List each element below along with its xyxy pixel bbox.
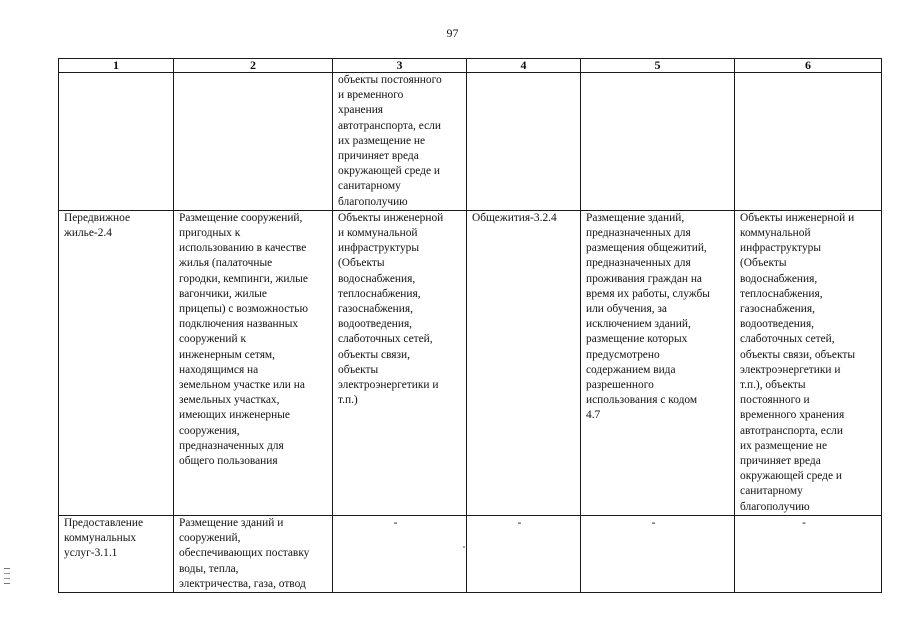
table-row-continuation [59,73,882,211]
table-cell [174,515,333,592]
land-use-table [58,58,882,593]
table-row-utility-services [59,515,882,592]
table-cell [467,210,581,515]
table-cell [333,73,467,211]
scan-speck [463,546,465,548]
table-cell [333,515,467,592]
table-cell [174,210,333,515]
table-cell [581,210,735,515]
conditional-permitted-objects: Объекты инженерной и коммунальной инфраструктуры (Объекты водоснабжения, теплоснабжения, газоснабжения, водоотведения, слаботочных сетей, объекты связи, объекты электроэнергетики и т.п.), объекты постоянного и временного хранения автотранспорта, если их размещение не причиняет вреда окружающей среде и санитарному благополучию [740,211,855,513]
table-cell [174,73,333,211]
column-header-2: 2 [174,59,333,73]
use-type-description: Размещение сооружений, пригодных к использованию в качестве жилья (палаточные городки, кемпинги, жилые вагончики, жилые прицепы) с возможностью подключения названных сооружений к инженерным сетям, находящимся на земельном участке или на земельных участках, имеющих инженерные сооружения, предназначенных для общего пользования [179,211,308,468]
table-header-row [59,59,882,73]
empty-dash: - [393,516,398,529]
use-type-description: Размещение зданий и сооружений, обеспечивающих поставку воды, тепла, электричества, газа, отвод [179,516,310,590]
cell-text: объекты постоянного и временного хранения автотранспорта, если их размещение не причиняет вреда окружающей среде и санитарному благополучию [338,74,442,208]
table-cell [59,515,174,592]
table-cell [581,73,735,211]
column-header-1: 1 [59,59,174,73]
table-cell [735,73,882,211]
table-cell [59,210,174,515]
column-header-4: 4 [467,59,581,73]
table-cell [333,210,467,515]
page-number: 97 [446,26,459,40]
conditional-use-description: Размещение зданий, предназначенных для размещения общежитий, предназначенных для проживания граждан на время их работы, службы или обучения, за исключением зданий, размещение которых предусмотрено содержанием вида разрешенного использования с кодом 4.7 [586,211,710,422]
table-row-mobile-housing [59,210,882,515]
permitted-objects: Объекты инженерной и коммунальной инфраструктуры (Объекты водоснабжения, теплоснабжения, газоснабжения, водоотведения, слаботочных сетей, объекты связи, объекты электроэнергетики и т.п.) [338,211,444,407]
table-cell [581,515,735,592]
table-cell [467,73,581,211]
table-cell [735,515,882,592]
empty-dash: - [517,516,522,529]
column-header-6: 6 [735,59,882,73]
table-cell [735,210,882,515]
use-type-name: Предоставление коммунальных услуг-3.1.1 [64,516,144,560]
scan-edge-marks [4,568,10,584]
table-cell [59,73,174,211]
use-type-name: Передвижное жилье-2.4 [64,211,131,240]
column-header-5: 5 [581,59,735,73]
column-header-3: 3 [333,59,467,73]
table-cell [467,515,581,592]
empty-dash: - [651,516,656,529]
conditional-use-name: Общежития-3.2.4 [472,211,557,224]
empty-dash: - [802,516,806,529]
